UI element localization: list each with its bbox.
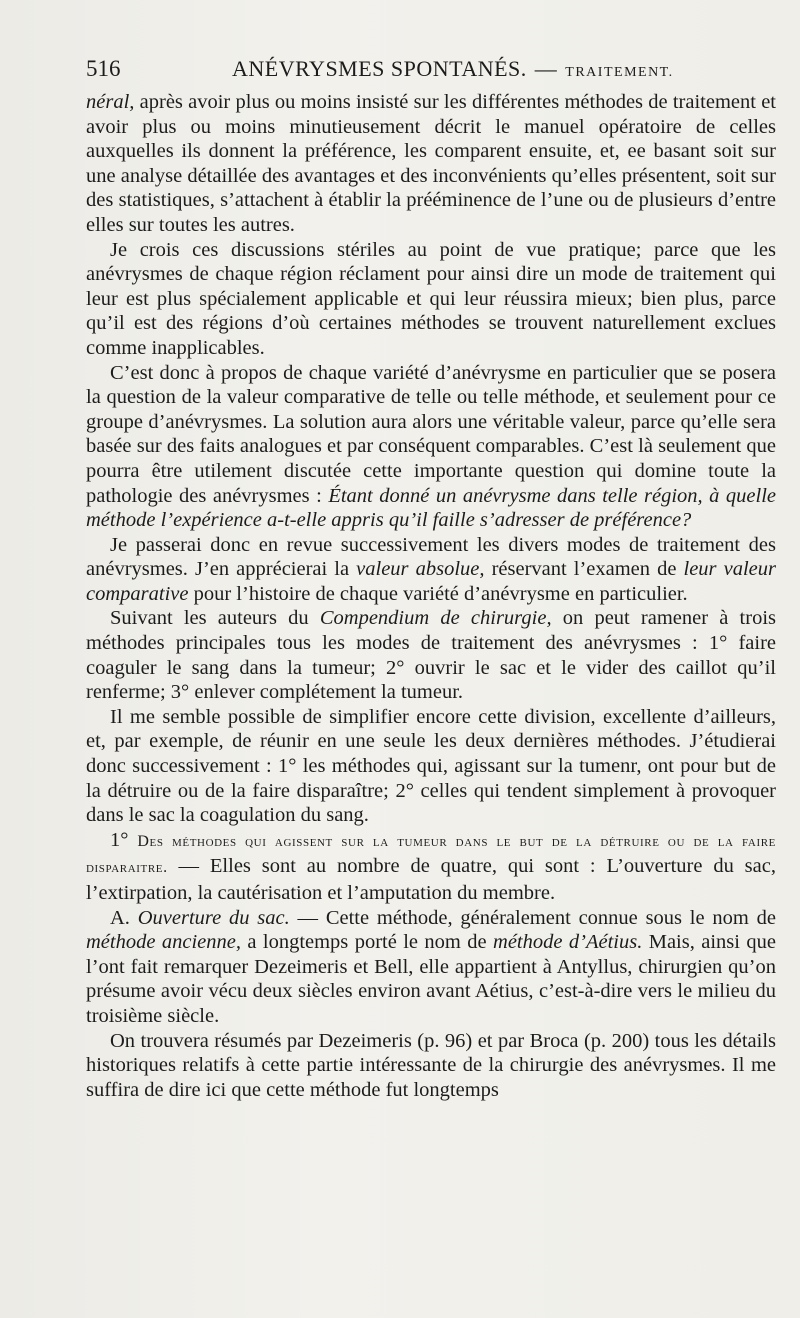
paragraph-text: a longtemps porté le nom de: [240, 931, 494, 954]
italic-text: Étant donné un anévrysme dans telle région, à quelle méthode l’expérience a-t-elle appris qu’il faille s’adresser de préférence?: [86, 484, 776, 532]
paragraph-text: Suivant les auteurs du: [110, 607, 320, 630]
running-title-separator: —: [534, 56, 558, 81]
italic-text: méthode d’Aétius.: [493, 931, 643, 954]
paragraph-text: Mais, ainsi que l’ont fait remarquer Dezeimeris et Bell, elle appartient à Antyllus, chirurgien qu’on présume avoir vécu deux siècles environ avant Aétius, c’est-à-dire vers le milieu du troisième siècle.: [86, 931, 776, 1027]
paragraph: [86, 606, 776, 704]
paragraph: [86, 238, 776, 361]
subsection-letter: A.: [110, 906, 138, 929]
italic-text: leur valeur comparative: [86, 558, 776, 605]
paragraph-text: — Cette méthode, généralement connue sous le nom de: [289, 906, 776, 929]
paragraph-text: après avoir plus ou moins insisté sur les différentes méthodes de traitement et avoir plus ou moins minutieusement décrit le manuel opératoire de celles auxquelles ils donnent la préférence, les comparent ensuite, et, ee basant soit sur une analyse détaillée des avantages et des inconvénients qu’elles présentent, soit sur des statistiques, s’attachent à établir la prééminence de l’une ou de plusieurs d’entre elles sur toutes les autres.: [86, 91, 776, 236]
running-title-main: ANÉVRYSMES SPONTANÉS.: [232, 56, 527, 81]
italic-text: valeur absolue,: [356, 558, 485, 581]
body-text: [86, 90, 776, 1102]
page-header: [86, 52, 774, 86]
page-number: 516: [86, 56, 121, 81]
running-title: [232, 56, 674, 82]
section-number: 1°: [110, 828, 138, 851]
paragraph-text: Je passerai donc en revue successivement les divers modes de traitement des anévrysmes. J’en apprécierai la: [86, 533, 776, 581]
paragraph: [86, 361, 776, 533]
paragraph-text: On trouvera résumés par Dezeimeris (p. 96) et par Broca (p. 200) tous les détails historiques relatifs à cette partie intéressante de la chirurgie des anévrysmes. Il me suffira de dire ici que cette méthode fut longtemps: [86, 1029, 776, 1101]
paragraph-text: pour l’histoire de chaque variété d’anévrysme en particulier.: [188, 582, 688, 605]
subsection-heading: Ouverture du sac.: [137, 906, 290, 929]
paragraph-text: on peut ramener à trois méthodes principales tous les modes de traitement des anévrysmes : 1° faire coaguler le sang dans la tumeur; 2° ouvrir le sac et le vider des caillot qu’il renferme; 3° enlever complétement la tumeur.: [86, 607, 776, 704]
paragraph: [86, 533, 776, 607]
paragraph-text: — Elles sont au nombre de quatre, qui sont : L’ouverture du sac, l’extirpation, la cautérisation et l’amputation du membre.: [86, 855, 776, 904]
italic-text: néral,: [86, 91, 135, 113]
subsection-paragraph: [86, 906, 776, 1029]
paragraph-text: réservant l’examen de: [484, 558, 684, 581]
running-title-subtitle: TRAITEMENT.: [565, 65, 674, 80]
paragraph-text: C’est donc à propos de chaque variété d’anévrysme en particulier que se posera la question de la valeur comparative de telle ou telle méthode, et seulement pour ce groupe d’anévrysmes. La solution aura alors une véritable valeur, parce qu’elle sera basée sur des faits analogues et par conséquent comparables. C’est là seulement que pourra être utilement discutée cette importante question qui domine toute la pathologie des anévrysmes :: [86, 361, 776, 507]
italic-text: méthode ancienne,: [86, 931, 241, 954]
italic-text: Compendium de chirurgie,: [319, 607, 552, 630]
section-heading: Des méthodes qui agissent sur la tumeur dans le but de la détruire ou de la faire disparaitre.: [86, 832, 776, 877]
paragraph-text: Il me semble possible de simplifier encore cette division, excellente d’ailleurs, et, par exemple, de réunir en une seule les deux dernières méthodes. J’étudierai donc successivement : 1° les méthodes qui, agissant sur la tumenr, ont pour but de la détruire ou de la faire disparaître; 2° celles qui tendent simplement à provoquer dans le sac la coagulation du sang.: [86, 705, 776, 827]
section-heading-paragraph: [86, 828, 776, 906]
paragraph: [86, 90, 776, 238]
paragraph: [86, 1029, 776, 1103]
paragraph: [86, 705, 776, 828]
paragraph-text: Je crois ces discussions stériles au point de vue pratique; parce que les anévrysmes de chaque région réclament pour ainsi dire un mode de traitement qui leur est plus spécialement applicable et qui leur réussira mieux; bien plus, parce qu’il est des régions d’où certaines méthodes se trouvent naturellement exclues comme inapplicables.: [86, 238, 776, 359]
